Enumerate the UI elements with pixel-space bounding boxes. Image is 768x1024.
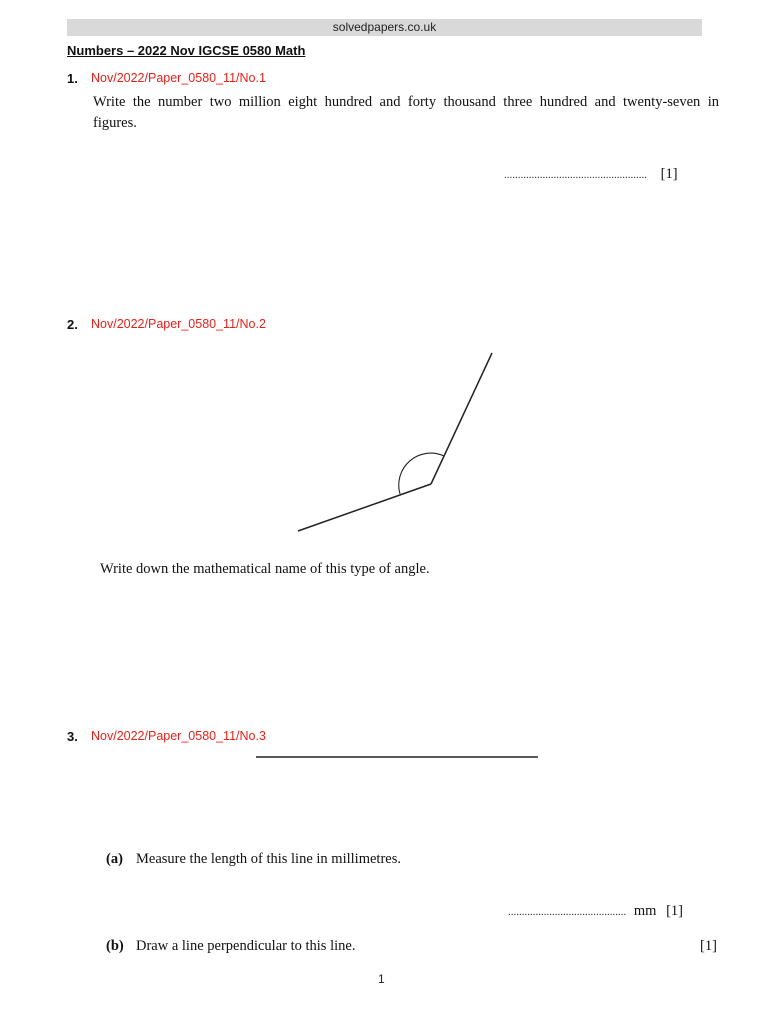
question-1-text-line1: Write the number two million eight hundred and forty thousand three hundred and twenty-seven in [93,94,719,110]
question-3a-answer-line: ........................................... [508,906,627,918]
question-3a-marks: [1] [666,903,683,919]
question-3a-label: (a) [106,851,123,867]
question-1-number: 1. [67,71,78,86]
question-3-number: 3. [67,729,78,744]
question-1-answer-line: .................................................... [504,169,647,181]
question-2-text: Write down the mathematical name of this type of angle. [100,561,430,577]
site-name: solvedpapers.co.uk [332,20,437,34]
question-3-reference: Nov/2022/Paper_0580_11/No.3 [91,729,266,743]
question-1-text-line2: figures. [93,115,137,131]
question-3a-text: Measure the length of this line in millimetres. [136,851,401,867]
question-1-marks: [1] [660,166,678,182]
page-number: 1 [378,972,385,986]
question-3a-unit: mm [633,903,657,919]
question-2-reference: Nov/2022/Paper_0580_11/No.2 [91,317,266,331]
document-title: Numbers – 2022 Nov IGCSE 0580 Math [67,43,306,58]
question-1-reference: Nov/2022/Paper_0580_11/No.1 [91,71,266,85]
question-3b-label: (b) [106,938,124,954]
question-2-number: 2. [67,317,78,332]
question-3b-marks: [1] [700,938,717,954]
question-3a-answer-row [508,903,683,920]
question-3b-text: Draw a line perpendicular to this line. [136,938,356,954]
